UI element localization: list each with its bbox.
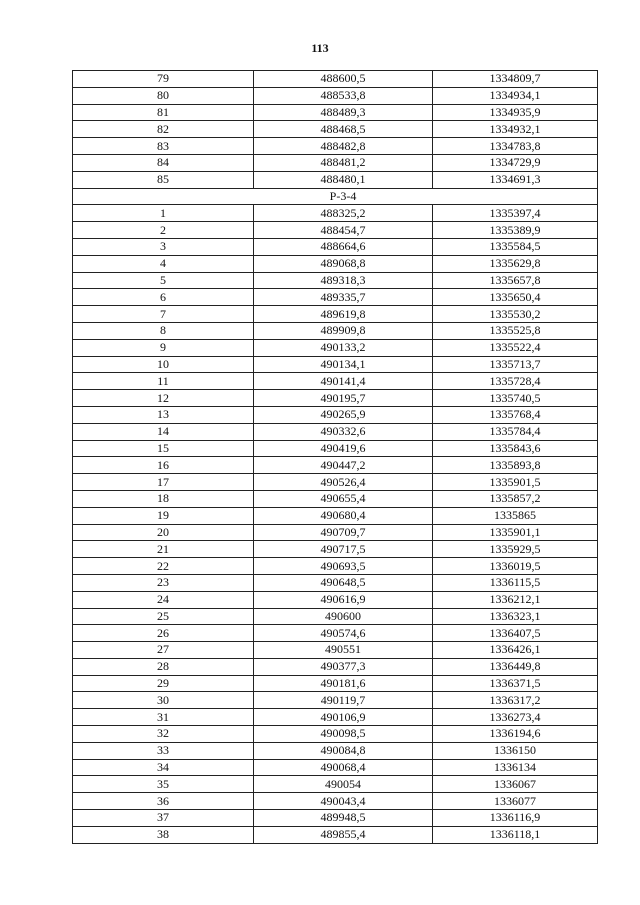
table-row <box>73 742 598 759</box>
point-number-cell: 31 <box>73 709 254 726</box>
x-coordinate-cell: 488482,8 <box>254 138 433 155</box>
table-row <box>73 406 598 423</box>
table-row <box>73 490 598 507</box>
point-number-cell: 2 <box>73 222 254 239</box>
x-coordinate-cell: 490693,5 <box>254 558 433 575</box>
point-number-cell: 30 <box>73 692 254 709</box>
point-number-cell: 10 <box>73 356 254 373</box>
x-coordinate-cell: 490377,3 <box>254 658 433 675</box>
y-coordinate-cell: 1335901,5 <box>433 474 598 491</box>
point-number-cell: 81 <box>73 104 254 121</box>
table-row <box>73 474 598 491</box>
section-title: Р-3-4 <box>254 188 433 205</box>
y-coordinate-cell: 1335650,4 <box>433 289 598 306</box>
point-number-cell: 35 <box>73 776 254 793</box>
y-coordinate-cell: 1336019,5 <box>433 558 598 575</box>
y-coordinate-cell: 1335901,1 <box>433 524 598 541</box>
y-coordinate-cell: 1335530,2 <box>433 306 598 323</box>
x-coordinate-cell: 490616,9 <box>254 591 433 608</box>
table-row <box>73 759 598 776</box>
y-coordinate-cell: 1336194,6 <box>433 726 598 743</box>
point-number-cell: 16 <box>73 457 254 474</box>
y-coordinate-cell: 1336115,5 <box>433 574 598 591</box>
y-coordinate-cell: 1336317,2 <box>433 692 598 709</box>
table-row <box>73 306 598 323</box>
table-row <box>73 658 598 675</box>
x-coordinate-cell: 489318,3 <box>254 272 433 289</box>
x-coordinate-cell: 488533,8 <box>254 87 433 104</box>
table-row <box>73 457 598 474</box>
y-coordinate-cell: 1336116,9 <box>433 810 598 827</box>
table-row <box>73 71 598 88</box>
point-number-cell: 6 <box>73 289 254 306</box>
x-coordinate-cell: 488468,5 <box>254 121 433 138</box>
point-number-cell: 25 <box>73 608 254 625</box>
point-number-cell: 7 <box>73 306 254 323</box>
x-coordinate-cell: 490134,1 <box>254 356 433 373</box>
x-coordinate-cell: 488489,3 <box>254 104 433 121</box>
point-number-cell: 13 <box>73 406 254 423</box>
table-row <box>73 138 598 155</box>
y-coordinate-cell: 1335857,2 <box>433 490 598 507</box>
y-coordinate-cell: 1334932,1 <box>433 121 598 138</box>
y-coordinate-cell: 1336323,1 <box>433 608 598 625</box>
point-number-cell: 20 <box>73 524 254 541</box>
y-coordinate-cell: 1335768,4 <box>433 406 598 423</box>
table-row <box>73 826 598 843</box>
table-row <box>73 574 598 591</box>
x-coordinate-cell: 488325,2 <box>254 205 433 222</box>
x-coordinate-cell: 490526,4 <box>254 474 433 491</box>
point-number-cell: 3 <box>73 238 254 255</box>
point-number-cell: 38 <box>73 826 254 843</box>
x-coordinate-cell: 488600,5 <box>254 71 433 88</box>
table-row <box>73 356 598 373</box>
point-number-cell: 33 <box>73 742 254 759</box>
table-row <box>73 524 598 541</box>
x-coordinate-cell: 490181,6 <box>254 675 433 692</box>
y-coordinate-cell: 1335740,5 <box>433 390 598 407</box>
y-coordinate-cell: 1335584,5 <box>433 238 598 255</box>
x-coordinate-cell: 490054 <box>254 776 433 793</box>
x-coordinate-cell: 490709,7 <box>254 524 433 541</box>
point-number-cell: 5 <box>73 272 254 289</box>
table-row <box>73 238 598 255</box>
x-coordinate-cell: 490084,8 <box>254 742 433 759</box>
table-row <box>73 222 598 239</box>
x-coordinate-cell: 488454,7 <box>254 222 433 239</box>
table-row <box>73 793 598 810</box>
x-coordinate-cell: 490648,5 <box>254 574 433 591</box>
table-row <box>73 154 598 171</box>
table-row <box>73 541 598 558</box>
y-coordinate-cell: 1335728,4 <box>433 373 598 390</box>
x-coordinate-cell: 488481,2 <box>254 154 433 171</box>
point-number-cell: 36 <box>73 793 254 810</box>
point-number-cell: 85 <box>73 171 254 188</box>
point-number-cell: 18 <box>73 490 254 507</box>
table-row <box>73 776 598 793</box>
coordinates-table-body <box>73 71 598 844</box>
point-number-cell: 23 <box>73 574 254 591</box>
table-row <box>73 608 598 625</box>
x-coordinate-cell: 490106,9 <box>254 709 433 726</box>
table-row <box>73 423 598 440</box>
y-coordinate-cell: 1336273,4 <box>433 709 598 726</box>
x-coordinate-cell: 490133,2 <box>254 339 433 356</box>
y-coordinate-cell: 1335893,8 <box>433 457 598 474</box>
y-coordinate-cell: 1335929,5 <box>433 541 598 558</box>
point-number-cell: 24 <box>73 591 254 608</box>
point-number-cell: 22 <box>73 558 254 575</box>
y-coordinate-cell: 1335713,7 <box>433 356 598 373</box>
x-coordinate-cell: 490119,7 <box>254 692 433 709</box>
point-number-cell: 82 <box>73 121 254 138</box>
y-coordinate-cell: 1335865 <box>433 507 598 524</box>
x-coordinate-cell: 490332,6 <box>254 423 433 440</box>
table-row <box>73 289 598 306</box>
point-number-cell: 32 <box>73 726 254 743</box>
table-row <box>73 121 598 138</box>
table-row <box>73 675 598 692</box>
x-coordinate-cell: 489619,8 <box>254 306 433 323</box>
point-number-cell: 4 <box>73 255 254 272</box>
x-coordinate-cell: 489335,7 <box>254 289 433 306</box>
y-coordinate-cell: 1335389,9 <box>433 222 598 239</box>
x-coordinate-cell: 490551 <box>254 642 433 659</box>
x-coordinate-cell: 488480,1 <box>254 171 433 188</box>
y-coordinate-cell: 1335397,4 <box>433 205 598 222</box>
point-number-cell: 12 <box>73 390 254 407</box>
table-row <box>73 726 598 743</box>
x-coordinate-cell: 490141,4 <box>254 373 433 390</box>
point-number-cell: 19 <box>73 507 254 524</box>
y-coordinate-cell: 1334729,9 <box>433 154 598 171</box>
point-number-cell: 9 <box>73 339 254 356</box>
table-row <box>73 272 598 289</box>
x-coordinate-cell: 490068,4 <box>254 759 433 776</box>
x-coordinate-cell: 488664,6 <box>254 238 433 255</box>
y-coordinate-cell: 1335525,8 <box>433 322 598 339</box>
table-row <box>73 390 598 407</box>
section-row <box>73 188 598 205</box>
page-number: 113 <box>311 41 329 55</box>
y-coordinate-cell: 1336134 <box>433 759 598 776</box>
table-row <box>73 625 598 642</box>
table-row <box>73 339 598 356</box>
x-coordinate-cell: 489855,4 <box>254 826 433 843</box>
y-coordinate-cell: 1336212,1 <box>433 591 598 608</box>
point-number-cell: 17 <box>73 474 254 491</box>
point-number-cell: 26 <box>73 625 254 642</box>
table-row <box>73 507 598 524</box>
point-number-cell: 83 <box>73 138 254 155</box>
x-coordinate-cell: 490419,6 <box>254 440 433 457</box>
x-coordinate-cell: 490680,4 <box>254 507 433 524</box>
point-number-cell: 37 <box>73 810 254 827</box>
x-coordinate-cell: 490600 <box>254 608 433 625</box>
point-number-cell: 34 <box>73 759 254 776</box>
x-coordinate-cell: 489909,8 <box>254 322 433 339</box>
section-empty-cell <box>73 188 254 205</box>
table-row <box>73 104 598 121</box>
x-coordinate-cell: 490098,5 <box>254 726 433 743</box>
table-row <box>73 87 598 104</box>
y-coordinate-cell: 1334783,8 <box>433 138 598 155</box>
point-number-cell: 29 <box>73 675 254 692</box>
y-coordinate-cell: 1335522,4 <box>433 339 598 356</box>
point-number-cell: 27 <box>73 642 254 659</box>
table-row <box>73 205 598 222</box>
y-coordinate-cell: 1336407,5 <box>433 625 598 642</box>
table-row <box>73 440 598 457</box>
point-number-cell: 15 <box>73 440 254 457</box>
y-coordinate-cell: 1336371,5 <box>433 675 598 692</box>
x-coordinate-cell: 490265,9 <box>254 406 433 423</box>
table-row <box>73 558 598 575</box>
table-row <box>73 642 598 659</box>
y-coordinate-cell: 1336150 <box>433 742 598 759</box>
y-coordinate-cell: 1335657,8 <box>433 272 598 289</box>
y-coordinate-cell: 1335843,6 <box>433 440 598 457</box>
point-number-cell: 14 <box>73 423 254 440</box>
y-coordinate-cell: 1336426,1 <box>433 642 598 659</box>
x-coordinate-cell: 489068,8 <box>254 255 433 272</box>
point-number-cell: 11 <box>73 373 254 390</box>
point-number-cell: 84 <box>73 154 254 171</box>
table-row <box>73 322 598 339</box>
point-number-cell: 80 <box>73 87 254 104</box>
table-row <box>73 692 598 709</box>
y-coordinate-cell: 1336449,8 <box>433 658 598 675</box>
point-number-cell: 79 <box>73 71 254 88</box>
x-coordinate-cell: 490043,4 <box>254 793 433 810</box>
y-coordinate-cell: 1336118,1 <box>433 826 598 843</box>
x-coordinate-cell: 490655,4 <box>254 490 433 507</box>
table-row <box>73 810 598 827</box>
y-coordinate-cell: 1334934,1 <box>433 87 598 104</box>
y-coordinate-cell: 1336067 <box>433 776 598 793</box>
table-row <box>73 373 598 390</box>
x-coordinate-cell: 490447,2 <box>254 457 433 474</box>
table-row <box>73 591 598 608</box>
table-row <box>73 255 598 272</box>
y-coordinate-cell: 1335784,4 <box>433 423 598 440</box>
y-coordinate-cell: 1334691,3 <box>433 171 598 188</box>
y-coordinate-cell: 1334935,9 <box>433 104 598 121</box>
y-coordinate-cell: 1334809,7 <box>433 71 598 88</box>
point-number-cell: 1 <box>73 205 254 222</box>
x-coordinate-cell: 490717,5 <box>254 541 433 558</box>
table-row <box>73 709 598 726</box>
x-coordinate-cell: 490195,7 <box>254 390 433 407</box>
point-number-cell: 28 <box>73 658 254 675</box>
coordinates-table <box>72 70 598 844</box>
point-number-cell: 8 <box>73 322 254 339</box>
x-coordinate-cell: 489948,5 <box>254 810 433 827</box>
x-coordinate-cell: 490574,6 <box>254 625 433 642</box>
point-number-cell: 21 <box>73 541 254 558</box>
table-row <box>73 171 598 188</box>
y-coordinate-cell: 1335629,8 <box>433 255 598 272</box>
y-coordinate-cell: 1336077 <box>433 793 598 810</box>
section-empty-cell <box>433 188 598 205</box>
